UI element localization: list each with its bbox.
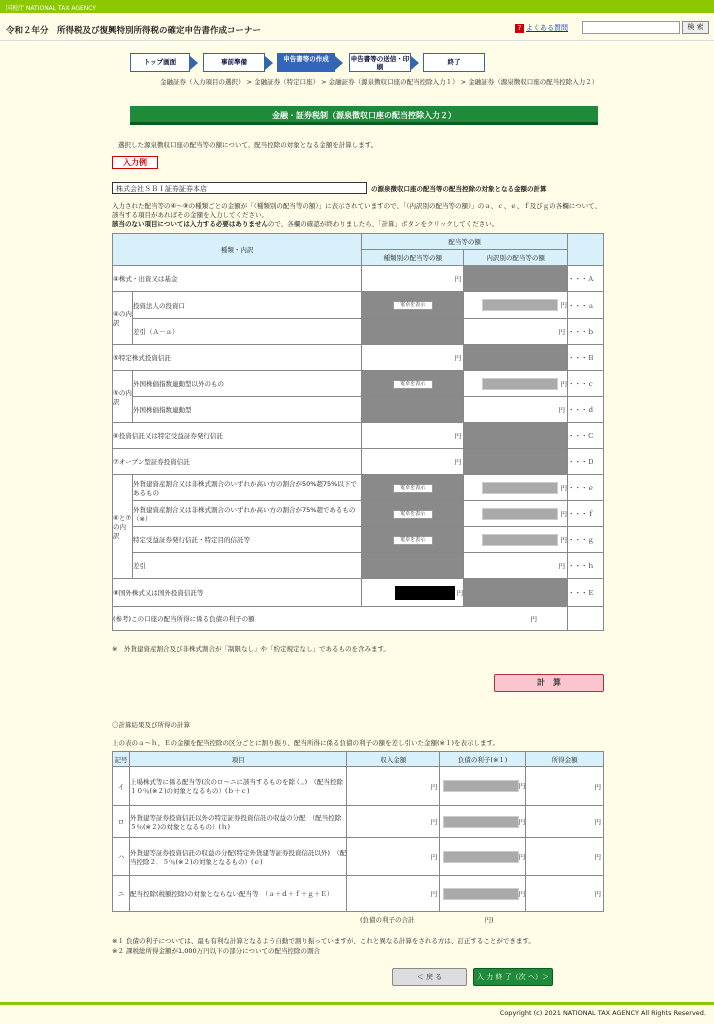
table-row	[113, 371, 604, 397]
table-row	[113, 501, 604, 527]
yen-label: 円	[454, 458, 462, 466]
yen-label: 円	[594, 853, 601, 861]
yen-label: 円	[430, 818, 438, 826]
instr-text-3: ので、各欄の確認が終わりましたら、「計算」ボタンをクリックしてください。	[267, 220, 499, 228]
yen-label: 円	[594, 782, 601, 791]
row-mark: ・・・ｄ	[568, 397, 604, 423]
row-label: 外貨建等証券投資信託の収益の分配(特定外貨建等証券投資信託以外) （配当控除２．５％(※２)の対象となるもの）(ｅ)	[129, 838, 346, 876]
row-mark: イ	[113, 767, 130, 806]
calculator-button[interactable]: 電卓を表示	[393, 484, 433, 493]
header-empty	[568, 234, 604, 266]
table-row	[113, 579, 604, 607]
breadcrumb: 金融証券（入力項目の選択） > 金融証券（特定口座） > 金融証券（源泉徴収口座の配当控除入力１） > 金融証券（源泉徴収口座の配当控除入力２）	[160, 78, 599, 86]
calculate-button[interactable]: 計 算	[494, 674, 604, 692]
dividend-table	[112, 233, 604, 631]
header-by-kind: 種類別の配当等の額	[362, 250, 464, 266]
yen-label: 円	[456, 588, 464, 597]
example-button[interactable]: 入力例	[112, 156, 158, 169]
help-icon: ?	[515, 24, 524, 33]
header-interest: 負債の利子(※１)	[440, 752, 526, 767]
group-label: ⑤の内訳	[113, 371, 133, 423]
search-input[interactable]	[582, 21, 680, 34]
back-button[interactable]: ＜ 戻 る	[392, 968, 467, 986]
row-label: 外国株価指数連動型以外のもの	[132, 371, 361, 397]
amount-input-g[interactable]	[482, 534, 558, 546]
redacted-value	[395, 586, 455, 600]
result-table	[112, 751, 604, 912]
row-label: 外国株価指数連動型	[132, 397, 361, 423]
table-row	[113, 527, 604, 553]
yen-label: 円	[454, 432, 462, 440]
footnote-2: ※２ 課税総所得金額が1,000万円以下の部分についての配当控除の割合	[112, 947, 320, 955]
table-row	[113, 319, 604, 345]
group-label: ④の内訳	[113, 292, 133, 345]
yen-label: 円	[594, 890, 601, 898]
row-mark: ハ	[113, 838, 130, 876]
broker-note: の源泉徴収口座の配当等の配当控除の対象となる金額の計算	[371, 185, 547, 193]
yen-label: 円	[560, 379, 568, 388]
calculator-button[interactable]: 電卓を表示	[393, 510, 433, 519]
note-star: ※ 外貨建資産割合及び非株式割合が「制限なし」や「約定規定なし」であるものを含みます。	[112, 645, 390, 653]
group-label: ⑥と⑦の内訳	[113, 475, 133, 579]
yen-label: 円	[560, 301, 568, 309]
row-mark: ・・・Ａ	[568, 266, 604, 292]
calculator-button[interactable]: 電卓を表示	[393, 380, 433, 389]
amount-input-c[interactable]	[482, 378, 558, 390]
table-row	[113, 292, 604, 319]
yen-label: 円	[558, 406, 566, 414]
step-arrow-icon	[411, 56, 419, 70]
yen-label: 円	[560, 535, 568, 544]
table-row	[113, 266, 604, 292]
row-mark: ・・・Ｂ	[568, 345, 604, 371]
yen-label: 円	[560, 483, 568, 492]
step-end: 終了	[423, 53, 485, 72]
step-prep[interactable]: 事前準備	[203, 53, 265, 72]
app-title: 令和２年分 所得税及び復興特別所得税の確定申告書作成コーナー	[6, 26, 262, 36]
row-label: ⑦オープン型証券投資信託	[113, 449, 362, 475]
table-row	[113, 876, 604, 912]
yen-label: 円	[454, 354, 462, 362]
table-row	[113, 806, 604, 838]
table-row	[113, 553, 604, 579]
table-row	[113, 449, 604, 475]
row-mark: ・・・ｅ	[568, 475, 604, 501]
row-label: 差引	[132, 553, 361, 579]
table-row	[113, 423, 604, 449]
copyright: Copyright (c) 2021 NATIONAL TAX AGENCY All Rights Reserved.	[0, 1002, 714, 1024]
interest-input[interactable]	[443, 780, 519, 792]
header-by-detail: 内訳別の配当等の額	[464, 250, 568, 266]
row-mark: ・・・ｆ	[568, 501, 604, 527]
next-button[interactable]: 入 力 終 了（次 へ）＞	[473, 968, 553, 986]
total-label: (負債の利子の合計	[360, 916, 415, 924]
search-button[interactable]: 検 索	[682, 21, 709, 34]
row-mark: ニ	[113, 876, 130, 912]
row-mark: ・・・Ｄ	[568, 449, 604, 475]
broker-name: 株式会社ＳＢＩ証券証券本店	[112, 182, 367, 194]
agency-bar: 国税庁 NATIONAL TAX AGENCY	[0, 0, 714, 13]
yen-label: 円	[558, 328, 566, 336]
row-label: 差引（Ａ－ａ）	[132, 319, 361, 345]
header-amount: 所得金額	[526, 752, 604, 767]
instructions	[112, 202, 607, 229]
table-row	[113, 607, 604, 631]
row-label: 外貨建資産割合又は非株式割合のいずれか高い方の割合が50%超75%以下であるもの	[132, 475, 361, 501]
row-mark: ロ	[113, 806, 130, 838]
table-row	[113, 397, 604, 423]
row-mark: ・・・ｃ	[568, 371, 604, 397]
interest-input[interactable]	[443, 851, 519, 863]
total-close: 円)	[484, 916, 494, 924]
step-send: 申告書等の送信・印刷	[350, 55, 410, 71]
header-kind: 種類・内訳	[113, 234, 362, 266]
interest-total	[360, 915, 494, 924]
section-title: 金融・証券税制（源泉徴収口座の配当控除入力２）	[130, 106, 598, 125]
amount-input-e[interactable]	[482, 482, 558, 494]
interest-input[interactable]	[443, 888, 519, 900]
calculator-button[interactable]: 電卓を表示	[393, 536, 433, 545]
instr-text-2: 該当のない項目については入力する必要はありません	[112, 220, 268, 228]
yen-label: 円	[430, 890, 438, 898]
row-label: 投資法人の投資口	[132, 292, 361, 319]
row-mark: ・・・ｂ	[568, 319, 604, 345]
row-label: 外貨建資産割合又は非株式割合のいずれか高い方の割合が75%超であるもの（※）	[132, 501, 361, 527]
interest-input[interactable]	[443, 816, 519, 828]
amount-input-a[interactable]	[482, 299, 558, 311]
row-label	[113, 607, 568, 631]
ref-label: (参考)この口座の配当所得に係る負債の利子の額	[113, 615, 255, 623]
row-mark: ・・・ｈ	[568, 553, 604, 579]
yen-label: 円	[560, 509, 568, 518]
yen-label: 円	[518, 852, 526, 861]
table-row	[113, 475, 604, 501]
result-desc: 上の表のａ～ｈ、Ｅの金額を配当控除の区分ごとに割り振り、配当所得に係る負債の利子の額を差し引いた金額(※１)を表示します。	[112, 739, 499, 747]
row-label: ④株式・出資又は基金	[113, 266, 362, 292]
yen-label: 円	[594, 818, 601, 826]
step-create: 申告書等の作成	[277, 53, 335, 72]
step-arrow-icon	[190, 56, 198, 70]
table-row	[113, 838, 604, 876]
step-arrow-icon	[335, 56, 343, 70]
row-label: 上場株式等に係る配当等(次のロ～ニに該当するものを除く。) （配当控除１０％(※２)の対象となるもの）(ｂ＋ｃ)	[129, 767, 346, 806]
faq-link[interactable]	[515, 23, 568, 33]
row-label: ⑤特定株式投資信託	[113, 345, 362, 371]
header-mark: 記号	[113, 752, 130, 767]
table-row	[113, 767, 604, 806]
row-mark: ・・・Ｅ	[568, 579, 604, 607]
yen-label: 円	[430, 782, 438, 791]
header-amount: 配当等の額	[362, 234, 568, 250]
row-label: ⑥投資信託又は特定受益証券発行信託	[113, 423, 362, 449]
amount-input-f[interactable]	[482, 508, 558, 520]
footnote-1: ※１ 負債の利子については、最も有利な計算となるよう自動で割り振っていますが、これと異なる計算をされる方は、訂正することができます。	[112, 937, 535, 945]
yen-label: 円	[454, 275, 462, 283]
step-top[interactable]: トップ画面	[130, 53, 190, 72]
yen-label: 円	[530, 615, 538, 623]
header-income: 収入金額	[347, 752, 440, 767]
calculator-button[interactable]: 電卓を表示	[393, 301, 433, 310]
table-row	[113, 345, 604, 371]
row-label: 外貨建等証券投資信託以外の特定証券投資信託の収益の分配 （配当控除５％(※２)の対象となるもの）(ｈ)	[129, 806, 346, 838]
result-title: 〇計算結果及び所得の計算	[112, 721, 190, 729]
header-item: 項目	[129, 752, 346, 767]
row-label: 配当控除(税額控除)の対象とならない配当等 （ａ＋ｄ＋ｆ＋ｇ＋Ｅ）	[129, 876, 346, 912]
row-mark: ・・・ａ	[568, 292, 604, 319]
yen-label: 円	[558, 562, 566, 570]
row-label: ⑧国外株式又は国外投資信託等	[113, 579, 362, 607]
faq-label: よくある質問	[526, 24, 568, 32]
row-mark: ・・・Ｃ	[568, 423, 604, 449]
yen-label: 円	[430, 853, 438, 861]
step-arrow-icon	[265, 56, 273, 70]
yen-label: 円	[518, 782, 526, 790]
row-label: 特定受益証券発行信託・特定目的信託等	[132, 527, 361, 553]
row-mark: ・・・ｇ	[568, 527, 604, 553]
instr-text-1: 入力された配当等の④～⑧の種類ごとの金額が「（種類別の配当等の額）」に表示されていますので、「（内訳別の配当等の額）」のａ、ｃ、ｅ、ｆ及びｇの各欄について、該当する項目があればその金額を入力してください。	[112, 202, 602, 219]
intro-text: 選択した源泉徴収口座の配当等の額について、配当控除の対象となる金額を計算します。	[118, 141, 378, 149]
yen-label: 円	[518, 889, 526, 898]
yen-label: 円	[518, 817, 526, 826]
